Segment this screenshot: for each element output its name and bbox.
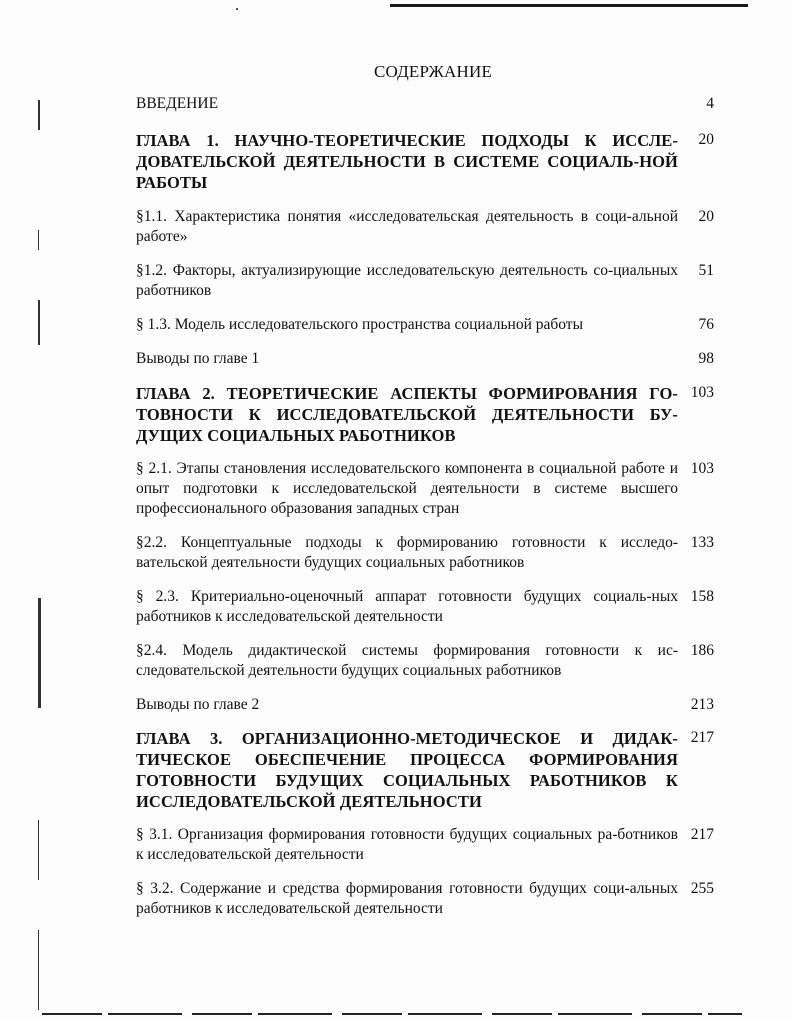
toc-entry-page-number: 158	[690, 588, 714, 605]
toc-entry-text: §1.2. Факторы, актуализирующие исследовательскую деятельность со-циальных работников	[136, 262, 678, 299]
scan-artifact-dot	[236, 8, 238, 10]
toc-entry-text: Выводы по главе 2	[136, 696, 260, 713]
toc-entry-section-2-4	[136, 641, 728, 681]
toc-entry-page-number: 217	[690, 729, 714, 746]
toc-entry-intro	[136, 94, 728, 114]
toc-entry-page-number: 76	[698, 316, 714, 333]
toc-entry-chapter-1	[136, 130, 728, 193]
toc-entry-page-number: 255	[690, 880, 714, 897]
scan-artifact-left-edge	[38, 820, 39, 880]
toc-entry-text: ВВЕДЕНИЕ	[136, 95, 219, 112]
toc-entry-text: § 3.1. Организация формирования готовности будущих социальных ра-ботников к исследовательской деятельности	[136, 826, 678, 863]
toc-entry-text: §1.1. Характеристика понятия «исследовательская деятельность в соци-альной работе»	[136, 208, 678, 245]
toc-entry-text: §2.4. Модель дидактической системы формирования готовности к ис-следовательской деятельности будущих социальных работников	[136, 642, 678, 679]
scan-artifact-left-edge	[38, 230, 39, 250]
toc-entry-text: §2.2. Концептуальные подходы к формированию готовности к исследо-вательской деятельности будущих социальных работников	[136, 534, 678, 571]
toc-entry-text: ГЛАВА 2. ТЕОРЕТИЧЕСКИЕ АСПЕКТЫ ФОРМИРОВАНИЯ ГО-ТОВНОСТИ К ИССЛЕДОВАТЕЛЬСКОЙ ДЕЯТЕЛЬНОСТИ БУ-ДУЩИХ СОЦИАЛЬНЫХ РАБОТНИКОВ	[136, 384, 678, 445]
toc-entry-section-2-1	[136, 459, 728, 519]
toc-entry-text: Выводы по главе 1	[136, 350, 260, 367]
toc-entry-section-1-1	[136, 207, 728, 247]
toc-entry-text: § 1.3. Модель исследовательского пространства социальной работы	[136, 316, 583, 333]
toc-entry-page-number: 186	[690, 642, 714, 659]
toc-entry-page-number: 4	[706, 95, 714, 112]
toc-entry-page-number: 98	[698, 350, 714, 367]
toc-entry-conclusion-2	[136, 695, 728, 715]
scan-artifact-bottom-line	[42, 1013, 742, 1015]
scan-artifact-left-edge	[38, 300, 40, 345]
scan-artifact-left-edge	[38, 930, 39, 1010]
scan-artifact-top-line	[390, 4, 748, 7]
toc-entry-text: § 2.1. Этапы становления исследовательского компонента в социальной работе и опыт подготовки к исследовательской деятельности в системе высшего профессионального образования западных стран	[136, 460, 678, 517]
toc-entry-section-1-3	[136, 315, 728, 335]
toc-entry-conclusion-1	[136, 349, 728, 369]
toc-entry-chapter-3	[136, 728, 728, 812]
scan-artifact-left-edge	[38, 598, 41, 708]
toc-entry-section-2-3	[136, 587, 728, 627]
table-of-contents	[136, 94, 728, 919]
toc-entry-text: ГЛАВА 3. ОРГАНИЗАЦИОННО-МЕТОДИЧЕСКОЕ И ДИДАК-ТИЧЕСКОЕ ОБЕСПЕЧЕНИЕ ПРОЦЕССА ФОРМИРОВАНИЯ ГОТОВНОСТИ БУДУЩИХ СОЦИАЛЬНЫХ РАБОТНИКОВ К ИССЛЕДОВАТЕЛЬСКОЙ ДЕЯТЕЛЬНОСТИ	[136, 729, 678, 811]
toc-entry-page-number: 103	[690, 460, 714, 477]
toc-entry-page-number: 20	[698, 208, 714, 225]
toc-entry-section-3-2	[136, 879, 728, 919]
toc-entry-text: ГЛАВА 1. НАУЧНО-ТЕОРЕТИЧЕСКИЕ ПОДХОДЫ К ИССЛЕ-ДОВАТЕЛЬСКОЙ ДЕЯТЕЛЬНОСТИ В СИСТЕМЕ СОЦИАЛЬ-НОЙ РАБОТЫ	[136, 131, 678, 192]
toc-entry-text: § 2.3. Критериально-оценочный аппарат готовности будущих социаль-ных работников к исследовательской деятельности	[136, 588, 678, 625]
toc-entry-section-3-1	[136, 825, 728, 865]
toc-entry-page-number: 20	[698, 131, 714, 148]
toc-entry-page-number: 103	[690, 384, 714, 401]
toc-entry-page-number: 213	[690, 696, 714, 713]
toc-entry-page-number: 133	[690, 534, 714, 551]
toc-entry-chapter-2	[136, 383, 728, 446]
toc-entry-section-1-2	[136, 261, 728, 301]
toc-entry-section-2-2	[136, 533, 728, 573]
toc-entry-page-number: 217	[690, 826, 714, 843]
toc-entry-page-number: 51	[698, 262, 714, 279]
page-title: СОДЕРЖАНИЕ	[373, 62, 493, 81]
scan-artifact-left-edge	[38, 100, 40, 130]
toc-entry-text: § 3.2. Содержание и средства формирования готовности будущих соци-альных работников к исследовательской деятельности	[136, 880, 678, 917]
